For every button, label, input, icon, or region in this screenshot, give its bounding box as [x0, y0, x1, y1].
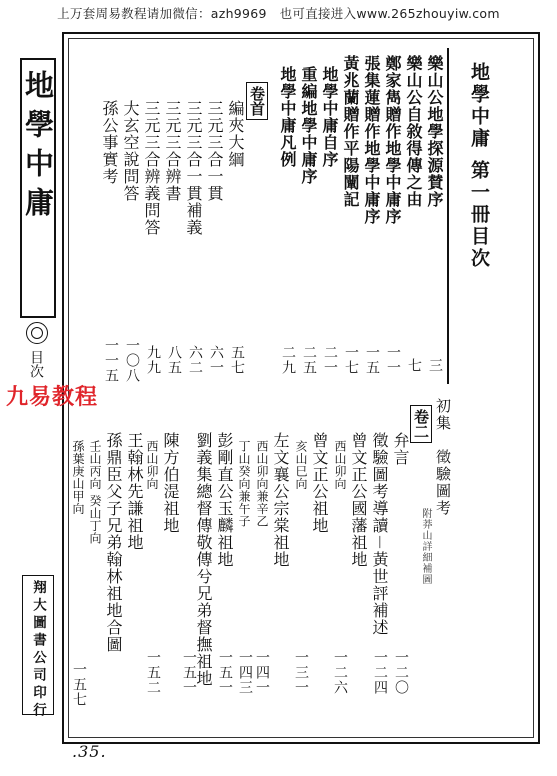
toc-entry-title: 曾文正公國藩祖地	[349, 432, 368, 568]
toc-entry-title: 王翰林先謙祖地	[125, 432, 144, 551]
toc-entry-subtitle: 亥山巳向	[294, 440, 308, 490]
toc-entry-title: 三元三合辨義問答	[142, 100, 161, 236]
toc-entry-page: 一五一	[217, 650, 233, 695]
header-notice: 上万套周易教程请加微信：azh9969 也可直接进入www.265zhouyiw.com	[57, 6, 500, 21]
toc-entry-title: 曾文正公祖地	[310, 432, 329, 534]
toc-entry-page: 一三一	[293, 650, 309, 695]
section-label: 卷首	[246, 82, 268, 120]
section-label: 卷二	[410, 405, 432, 443]
toc-entry-title: 三元三合一貫	[205, 100, 224, 202]
toc-entry-page: 一七	[343, 345, 359, 375]
toc-entry-title: 黃兆蘭贈作平陽闡記	[341, 55, 360, 208]
toc-entry-title: 鄭家雋贈作地學中庸序	[383, 55, 402, 225]
toc-entry-page: 一四三	[237, 650, 253, 695]
toc-entry-page: 二一	[322, 345, 338, 375]
toc-entry-page: 一一	[385, 345, 401, 375]
toc-entry-page: 一一五	[103, 338, 119, 383]
toc-entry-page: 八五	[166, 345, 182, 375]
toc-entry-subtitle: 壬山丙向 癸山丁向	[88, 440, 102, 545]
toc-entry-page: 一二四	[372, 650, 388, 695]
toc-entry-title: 左文襄公宗棠祖地	[271, 432, 290, 568]
toc-entry-title: 樂山公自敘得傳之由	[404, 55, 423, 208]
toc-entry-title: 三元三合一貫補義	[184, 100, 203, 236]
toc-entry-page: 一二六	[332, 650, 348, 695]
toc-entry-subtitle: 孫葉庚山甲向	[71, 440, 85, 515]
toc-entry-title: 陳方伯湜祖地	[161, 432, 180, 534]
toc-entry-title: 地學中庸凡例	[278, 66, 297, 168]
toc-entry-page: 一五一	[181, 650, 197, 695]
toc-entry-page: 五七	[229, 345, 245, 375]
page-title: 地學中庸 第一冊目次	[468, 62, 490, 270]
toc-entry-page: 一〇八	[124, 338, 140, 383]
toc-entry-subtitle: 西山卯向	[145, 440, 159, 490]
toc-entry-page: 二五	[301, 345, 317, 375]
toc-entry-title: 樂山公地學探源賛序	[425, 55, 444, 208]
toc-entry-page: 一五二	[145, 650, 161, 695]
toc-entry-title: 大玄空說問答	[121, 100, 140, 202]
toc-entry-page: 七	[406, 358, 422, 373]
spine-title: 地學中庸	[21, 70, 55, 226]
title-divider	[447, 48, 449, 384]
toc-entry-title: 徵驗圖考導讀－黃世評補述	[370, 432, 389, 637]
toc-entry-page: 九九	[145, 345, 161, 375]
toc-entry-subtitle: 丁山癸向兼午子	[237, 440, 251, 528]
collection-header: 初集 徵驗圖考	[434, 398, 452, 517]
toc-entry-title: 孫鼎臣父子兄弟翰林祖地合圖	[104, 432, 123, 653]
toc-entry-page: 六一	[208, 345, 224, 375]
toc-entry-title: 弁言	[391, 432, 410, 466]
toc-entry-title: 重編地學中庸序	[299, 66, 318, 185]
watermark-text: 九易教程	[6, 385, 99, 410]
toc-entry-page: 一二〇	[393, 650, 409, 695]
toc-entry-title: 張集蓮贈作地學中庸序	[362, 55, 381, 225]
spine-ornament-inner	[31, 327, 43, 339]
toc-entry-page: 三	[427, 358, 443, 373]
spine-volume-label: 目次	[28, 350, 44, 378]
toc-entry-subtitle: 西山卯向兼辛乙	[255, 440, 269, 528]
publisher-label: 翔大圖書公司印行	[30, 580, 46, 720]
toc-entry-page: 六二	[187, 345, 203, 375]
toc-entry-subtitle: 西山卯向	[333, 440, 347, 490]
toc-entry-title: 彭剛直公玉麟祖地	[215, 432, 234, 568]
toc-entry-title: 三元三合辨書	[163, 100, 182, 202]
toc-entry-title: 孫公事實考	[100, 100, 119, 185]
toc-entry-page: 一五	[364, 345, 380, 375]
toc-entry-title: 編夾大綱	[226, 100, 245, 168]
toc-entry-page: 二九	[280, 345, 296, 375]
toc-entry-title: 劉義集總督傳敬傳兮兄弟督撫祖地	[194, 432, 213, 687]
page-number: .35.	[72, 742, 107, 761]
toc-entry-page: 一五七	[71, 662, 87, 707]
toc-entry-page: 一四一	[254, 650, 270, 695]
toc-entry-title: 地學中庸自序	[320, 66, 339, 168]
collection-note: 附莽山詳細補圖	[420, 508, 431, 585]
